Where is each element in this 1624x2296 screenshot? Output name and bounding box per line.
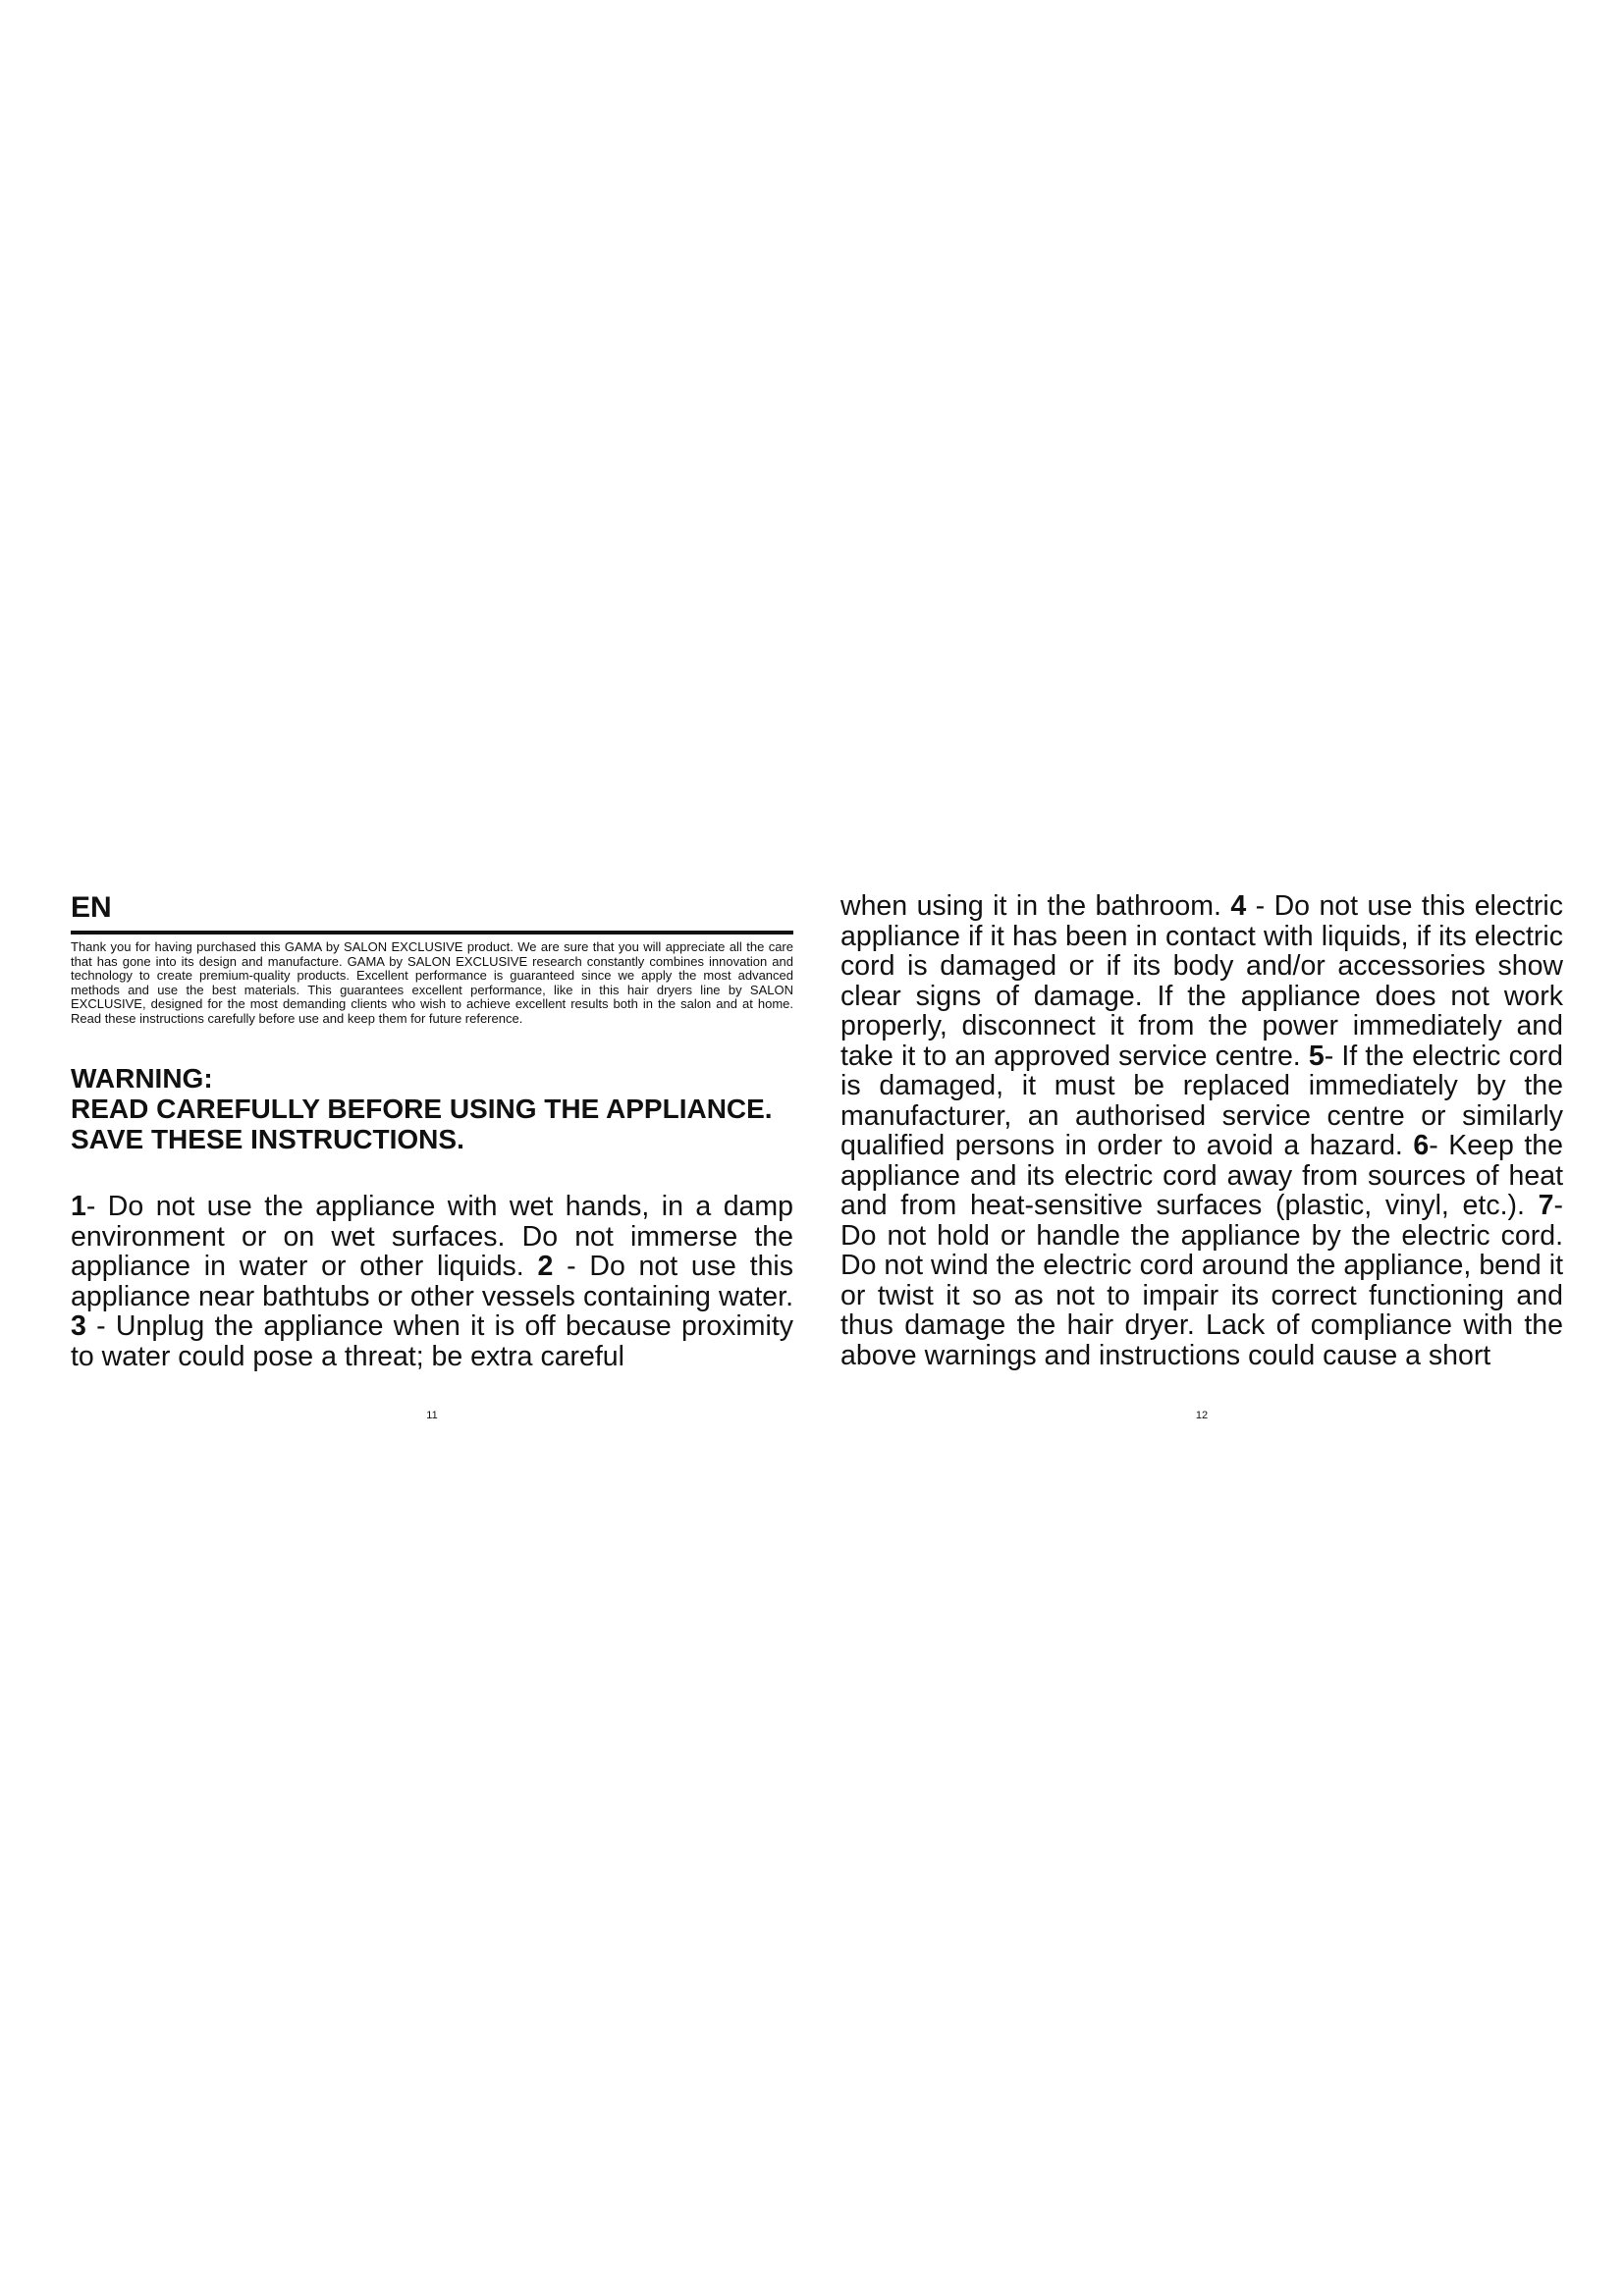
page-number-left: 11 — [426, 1410, 438, 1421]
continuation-text: when using it in the bathroom. — [840, 890, 1221, 922]
warning-line-1: WARNING: — [71, 1063, 213, 1094]
item-number-7: 7 — [1538, 1190, 1554, 1221]
warning-line-2: READ CAREFULLY BEFORE USING THE APPLIANCE. — [71, 1094, 773, 1124]
item-number-6: 6 — [1413, 1130, 1430, 1161]
safety-instructions-right — [840, 891, 1563, 1370]
manual-page-right — [840, 891, 1563, 1421]
manual-spread — [71, 891, 1563, 1421]
item-text-1: - Do not use the appliance with wet hands, in a damp environment or on wet surfaces. Do not immerse the appliance in water or other liquids. — [71, 1191, 793, 1282]
item-text-6: - Keep the appliance and its electric cord away from sources of heat and from heat-sensitive surfaces (plastic, vinyl, etc.). — [840, 1130, 1563, 1221]
item-number-4: 4 — [1230, 890, 1247, 922]
page-number-right: 12 — [1195, 1410, 1209, 1421]
warning-heading — [71, 1063, 793, 1154]
manual-page-left — [71, 891, 793, 1421]
item-text-7: - Do not hold or handle the appliance by the electric cord. Do not wind the electric cord around the appliance, bend it or twist it so as not to impair its correct functioning and thus damage the hair dryer. Lack of compliance with the above warnings and instructions could cause a short — [840, 1190, 1563, 1371]
safety-instructions-left — [71, 1192, 793, 1371]
item-number-2: 2 — [537, 1251, 554, 1282]
item-number-1: 1 — [71, 1191, 86, 1222]
intro-paragraph: Thank you for having purchased this GAMA by SALON EXCLUSIVE product. We are sure that you will appreciate all the care that has gone into its design and manufacture. GAMA by SALON EXCLUSIVE research constantly combines innovation and technology to create premium-quality products. Excellent performance is guaranteed since we apply the most advanced methods and use the best materials. This guarantees excellent performance, like in this hair dryers line by SALON EXCLUSIVE, designed for the most demanding clients who wish to achieve excellent results both in the salon and at home. Read these instructions carefully before use and keep them for future reference. — [71, 939, 793, 1026]
item-number-5: 5 — [1308, 1040, 1325, 1072]
item-number-3: 3 — [71, 1310, 86, 1342]
item-text-2: - Do not use this appliance near bathtubs or other vessels containing water. — [71, 1251, 793, 1312]
header-rule — [71, 931, 793, 934]
warning-line-3: SAVE THESE INSTRUCTIONS. — [71, 1124, 464, 1154]
item-text-4: - Do not use this electric appliance if it has been in contact with liquids, if its electric cord is damaged or if its body and/or accessories show clear signs of damage. If the appliance does not work properly, disconnect it from the power immediately and take it to an approved service centre. — [840, 890, 1563, 1072]
item-text-3: - Unplug the appliance when it is off because proximity to water could pose a threat; be extra careful — [71, 1310, 793, 1372]
item-text-5: - If the electric cord is damaged, it must be replaced immediately by the manufacturer, an authorised service centre or similarly qualified persons in order to avoid a hazard. — [840, 1040, 1564, 1161]
language-code: EN — [71, 891, 112, 924]
